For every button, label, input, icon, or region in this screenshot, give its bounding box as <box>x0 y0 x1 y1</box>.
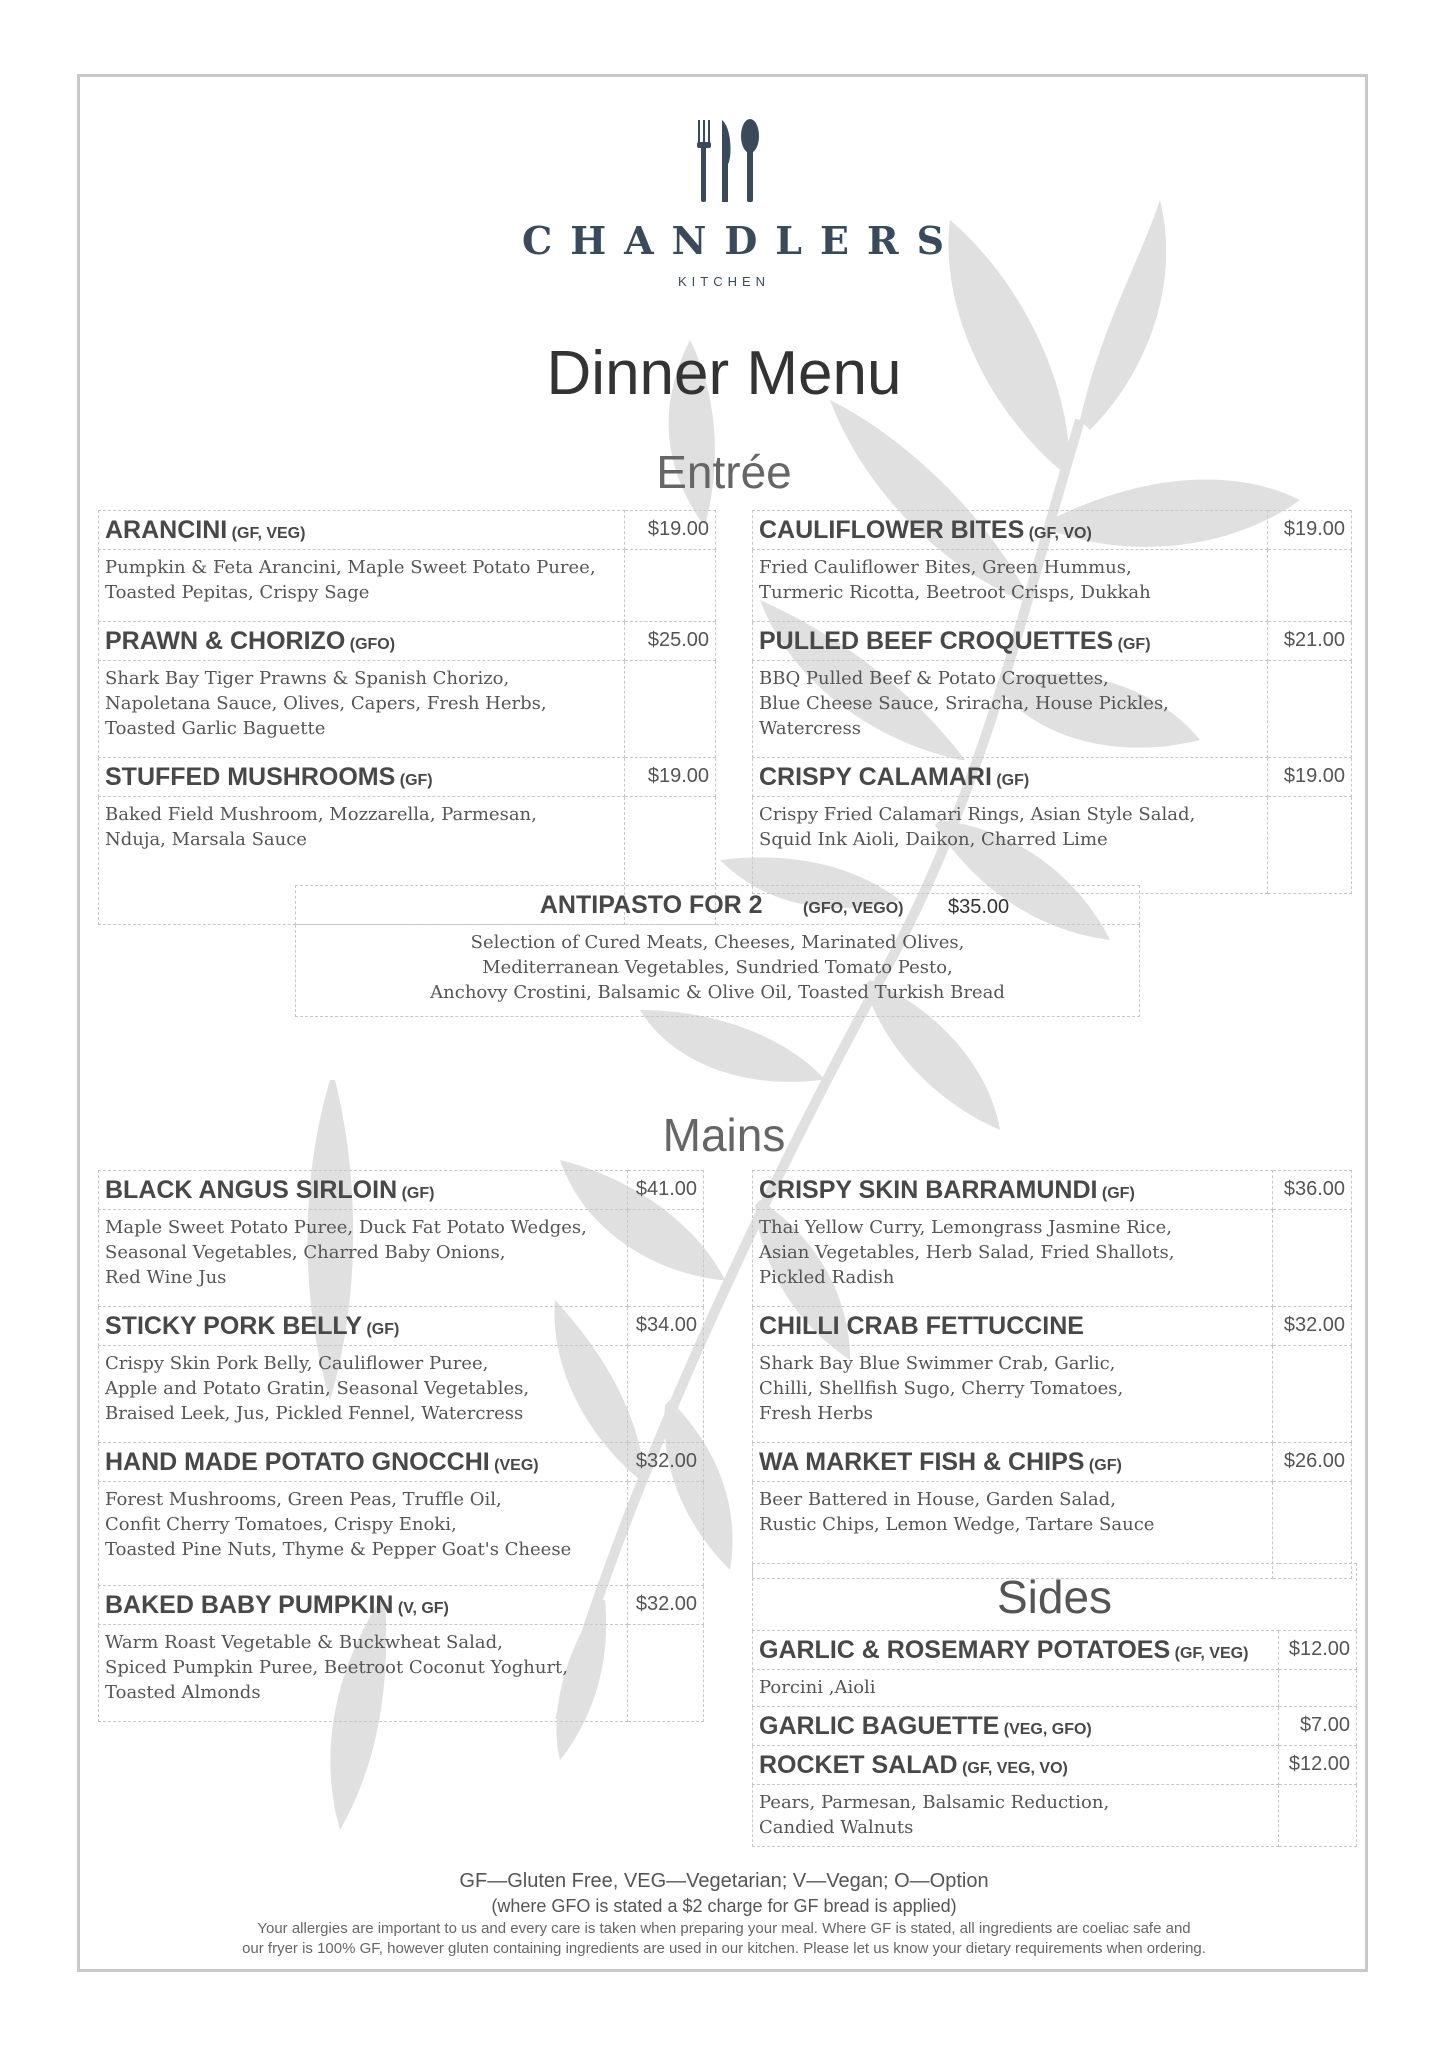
item-price: $26.00 <box>1273 1443 1352 1482</box>
gfo-note: (where GFO is stated a $2 charge for GF bread is applied) <box>491 1896 957 1916</box>
menu-item <box>753 622 1352 661</box>
item-price: $19.00 <box>625 511 716 550</box>
menu-item <box>99 1586 704 1625</box>
item-description: Shark Bay Blue Swimmer Crab, Garlic, Chilli, Shellfish Sugo, Cherry Tomatoes, Fresh Herbs <box>753 1346 1273 1443</box>
item-name: ANTIPASTO FOR 2 <box>539 891 763 919</box>
sides-table <box>752 1563 1357 1847</box>
item-description: Warm Roast Vegetable & Buckwheat Salad, Spiced Pumpkin Puree, Beetroot Coconut Yoghurt, Toasted Almonds <box>99 1625 628 1722</box>
item-description: Porcini ,Aioli <box>753 1670 1279 1707</box>
menu-item <box>753 758 1352 797</box>
item-tags: (GF) <box>1117 636 1151 653</box>
item-description: Crispy Fried Calamari Rings, Asian Style Salad, Squid Ink Aioli, Daikon, Charred Lime <box>753 797 1268 894</box>
menu-item <box>99 622 716 661</box>
item-description: BBQ Pulled Beef & Potato Croquettes, Blue Cheese Sauce, Sriracha, House Pickles, Watercress <box>753 661 1268 758</box>
item-price: $41.00 <box>628 1171 704 1210</box>
item-tags: (GF, VEG) <box>231 525 306 542</box>
item-description: Crispy Skin Pork Belly, Cauliflower Puree, Apple and Potato Gratin, Seasonal Vegetables, Braised Leek, Jus, Pickled Fennel, Watercress <box>99 1346 628 1443</box>
menu-item <box>753 511 1352 550</box>
item-description: Forest Mushrooms, Green Peas, Truffle Oil, Confit Cherry Tomatoes, Crispy Enoki, Toasted Pine Nuts, Thyme & Pepper Goat's Cheese <box>99 1482 628 1586</box>
menu-item <box>753 1707 1357 1746</box>
item-name: PULLED BEEF CROQUETTES <box>759 627 1114 655</box>
item-name: BAKED BABY PUMPKIN <box>105 1591 394 1619</box>
item-name: ARANCINI <box>105 516 228 544</box>
item-name: CAULIFLOWER BITES <box>759 516 1025 544</box>
antipasto-table <box>295 885 1140 1017</box>
menu-item <box>99 1443 704 1482</box>
item-name: CRISPY CALAMARI <box>759 763 992 791</box>
item-tags: (VEG) <box>494 1457 539 1474</box>
item-name: CHILLI CRAB FETTUCCINE <box>759 1312 1084 1340</box>
item-tags: (GF, VO) <box>1028 525 1092 542</box>
item-name: ROCKET SALAD <box>759 1751 958 1779</box>
allergy-notice: Your allergies are important to us and every care is taken when preparing your meal. Where GF is stated, all ingredients are coeliac safe and our fryer is 100% GF, however gluten containing ingredients are used in our kitchen. Please let us know your dietary requirements when ordering. <box>242 1920 1206 1957</box>
menu-item <box>753 1443 1352 1482</box>
item-description: Pears, Parmesan, Balsamic Reduction, Candied Walnuts <box>753 1785 1279 1847</box>
item-price: $32.00 <box>1273 1307 1352 1346</box>
item-tags: (GF) <box>1088 1457 1122 1474</box>
item-price: $7.00 <box>1279 1707 1357 1746</box>
item-price: $19.00 <box>1268 758 1352 797</box>
item-description: Selection of Cured Meats, Cheeses, Marinated Olives, Mediterranean Vegetables, Sundried Tomato Pesto, Anchovy Crostini, Balsamic & Olive Oil, Toasted Turkish Bread <box>296 925 1140 1017</box>
item-tags: (GF) <box>399 772 433 789</box>
item-tags: (GF) <box>1101 1185 1135 1202</box>
item-name: GARLIC & ROSEMARY POTATOES <box>759 1636 1171 1664</box>
item-price: $19.00 <box>1268 511 1352 550</box>
page-title: Dinner Menu <box>546 339 902 408</box>
brand-name: CHANDLERS <box>521 218 963 263</box>
item-name: HAND MADE POTATO GNOCCHI <box>105 1448 490 1476</box>
item-name: PRAWN & CHORIZO <box>105 627 346 655</box>
sides-heading: Sides <box>753 1564 1357 1631</box>
item-price: $12.00 <box>1279 1746 1357 1785</box>
item-price: $25.00 <box>625 622 716 661</box>
item-tags: (V, GF) <box>397 1600 449 1617</box>
item-name: STICKY PORK BELLY <box>105 1312 362 1340</box>
cutlery-icon <box>688 118 764 204</box>
item-name: STUFFED MUSHROOMS <box>105 763 396 791</box>
item-price: $21.00 <box>1268 622 1352 661</box>
entree-heading: Entrée <box>656 446 792 498</box>
item-price: $19.00 <box>625 758 716 797</box>
menu-item <box>99 1307 704 1346</box>
item-price: $32.00 <box>628 1586 704 1625</box>
item-description: Maple Sweet Potato Puree, Duck Fat Potato Wedges, Seasonal Vegetables, Charred Baby Onions, Red Wine Jus <box>99 1210 628 1307</box>
item-price: $36.00 <box>1273 1171 1352 1210</box>
item-tags: (GFO) <box>349 636 396 653</box>
menu-item <box>753 1171 1352 1210</box>
item-description: Thai Yellow Curry, Lemongrass Jasmine Rice, Asian Vegetables, Herb Salad, Fried Shallots, Pickled Radish <box>753 1210 1273 1307</box>
item-description: Baked Field Mushroom, Mozzarella, Parmesan, Nduja, Marsala Sauce <box>99 797 625 925</box>
menu-item <box>99 758 716 797</box>
mains-right-table <box>752 1170 1352 1579</box>
item-name: CRISPY SKIN BARRAMUNDI <box>759 1176 1098 1204</box>
mains-heading: Mains <box>662 1109 786 1161</box>
item-name: BLACK ANGUS SIRLOIN <box>105 1176 398 1204</box>
menu-item <box>753 1746 1357 1785</box>
item-price: $35.00 <box>947 896 1010 918</box>
brand-subtitle: KITCHEN <box>677 274 771 289</box>
dietary-legend: GF—Gluten Free, VEG—Vegetarian; V—Vegan; O—Option <box>459 1870 989 1892</box>
item-tags: (GF, VEG, VO) <box>962 1760 1068 1777</box>
item-price: $32.00 <box>628 1443 704 1482</box>
mains-left-table <box>98 1170 704 1722</box>
menu-item <box>753 1307 1352 1346</box>
item-tags: (GFO, VEGO) <box>803 900 904 917</box>
menu-item <box>296 886 1140 925</box>
item-tags: (VEG, GFO) <box>1003 1721 1092 1738</box>
item-description: Beer Battered in House, Garden Salad, Rustic Chips, Lemon Wedge, Tartare Sauce <box>753 1482 1273 1579</box>
item-tags: (GF, VEG) <box>1174 1645 1249 1662</box>
item-price: $34.00 <box>628 1307 704 1346</box>
menu-item <box>99 1171 704 1210</box>
item-price: $12.00 <box>1279 1631 1357 1670</box>
item-description: Fried Cauliflower Bites, Green Hummus, Turmeric Ricotta, Beetroot Crisps, Dukkah <box>753 550 1268 622</box>
item-name: WA MARKET FISH & CHIPS <box>759 1448 1085 1476</box>
item-tags: (GF) <box>996 772 1030 789</box>
entree-right-table <box>752 510 1352 894</box>
menu-item <box>753 1631 1357 1670</box>
item-name: GARLIC BAGUETTE <box>759 1712 1000 1740</box>
menu-item <box>99 511 716 550</box>
item-tags: (GF) <box>401 1185 435 1202</box>
item-description: Pumpkin & Feta Arancini, Maple Sweet Potato Puree, Toasted Pepitas, Crispy Sage <box>99 550 625 622</box>
item-description: Shark Bay Tiger Prawns & Spanish Chorizo, Napoletana Sauce, Olives, Capers, Fresh Herbs, Toasted Garlic Baguette <box>99 661 625 758</box>
item-tags: (GF) <box>366 1321 400 1338</box>
entree-left-table <box>98 510 716 925</box>
